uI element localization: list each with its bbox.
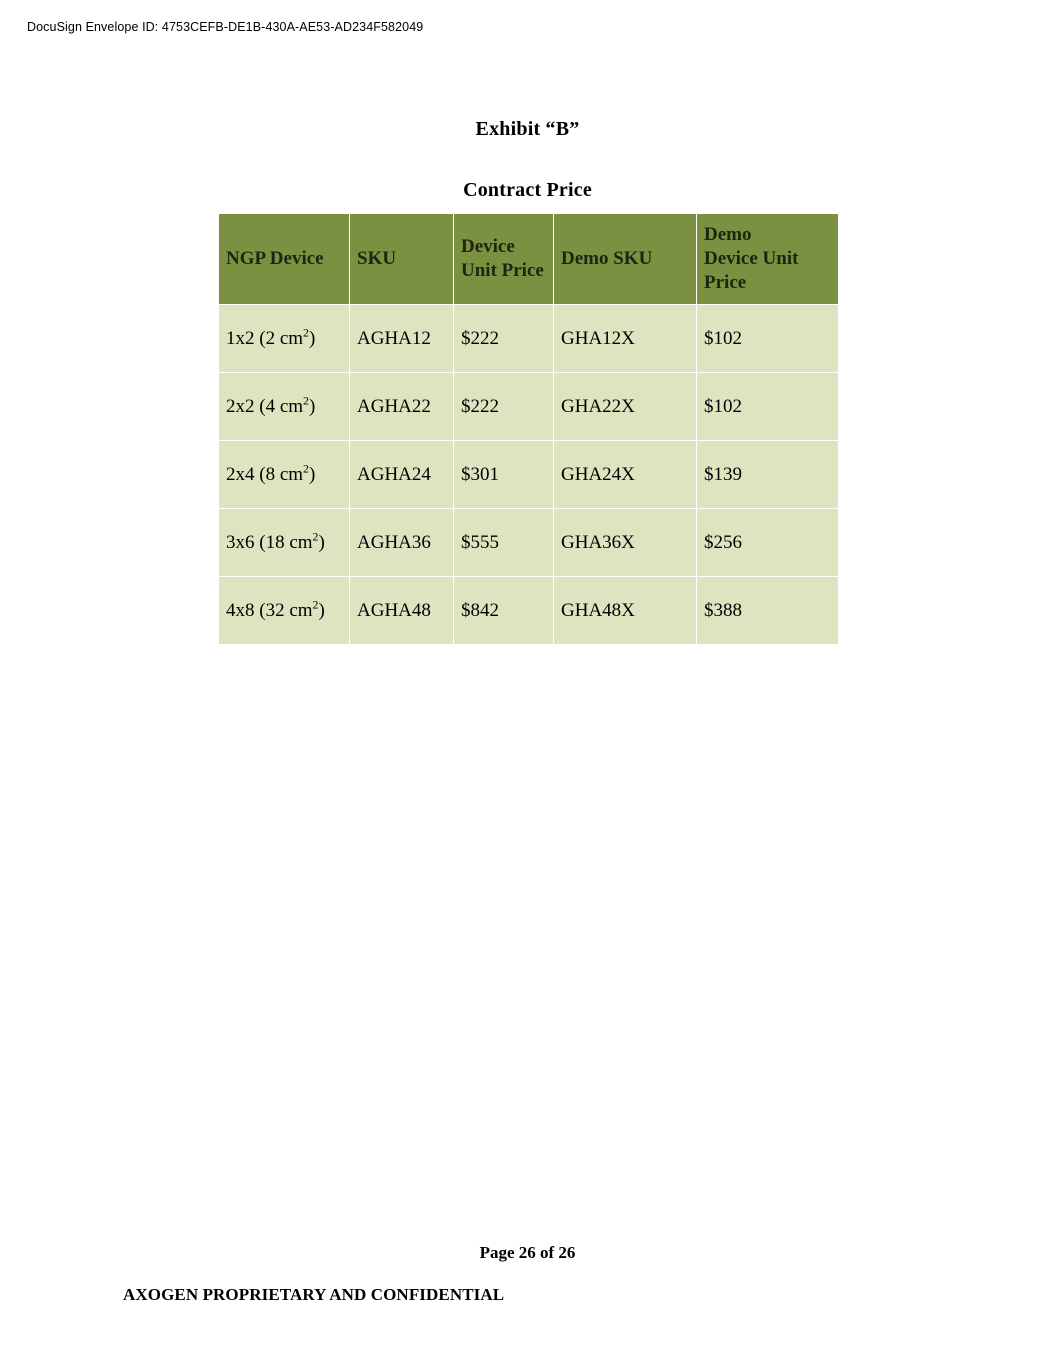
page-subtitle: Contract Price xyxy=(463,179,592,201)
cell-sku: AGHA22 xyxy=(350,373,454,441)
cell-device-unit-price: $842 xyxy=(454,577,554,645)
cell-demo-sku: GHA12X xyxy=(554,305,697,373)
cell-demo-sku: GHA48X xyxy=(554,577,697,645)
cell-demo-device-unit-price: $139 xyxy=(697,441,839,509)
table-row xyxy=(219,509,839,577)
column-header-label: SKU xyxy=(357,248,397,270)
device-size-suffix: ) xyxy=(308,327,316,349)
column-header-label: Demo Device Unit Price xyxy=(704,224,799,293)
column-header-sku xyxy=(350,214,454,305)
cell-sku: AGHA48 xyxy=(350,577,454,645)
table-row xyxy=(219,305,839,373)
device-size-text: 4x8 (32 cm xyxy=(226,599,313,621)
cell-demo-sku: GHA22X xyxy=(554,373,697,441)
device-size-text: 2x2 (4 cm xyxy=(226,395,304,417)
device-size-suffix: ) xyxy=(318,531,325,553)
table-header-row xyxy=(219,214,839,305)
cell-demo-sku: GHA36X xyxy=(554,509,697,577)
footer-confidentiality-notice: AXOGEN PROPRIETARY AND CONFIDENTIAL xyxy=(123,1285,505,1304)
device-size-suffix: ) xyxy=(318,599,325,621)
device-size-superscript: 2 xyxy=(312,530,319,544)
cell-demo-device-unit-price: $102 xyxy=(697,305,839,373)
cell-demo-device-unit-price: $102 xyxy=(697,373,839,441)
device-size-superscript: 2 xyxy=(303,394,309,408)
cell-device-unit-price: $555 xyxy=(454,509,554,577)
column-header-demo-device-unit-price xyxy=(697,214,839,305)
page-title: Exhibit “B” xyxy=(475,118,580,140)
column-header-ngp-device xyxy=(219,214,350,305)
table-row xyxy=(219,441,839,509)
cell-demo-sku: GHA24X xyxy=(554,441,697,509)
device-size-superscript: 2 xyxy=(303,462,309,476)
column-header-demo-sku xyxy=(554,214,697,305)
cell-sku: AGHA36 xyxy=(350,509,454,577)
device-size-suffix: ) xyxy=(308,463,316,485)
contract-price-table xyxy=(218,213,839,645)
device-size-text: 1x2 (2 cm xyxy=(226,327,304,349)
column-header-label: Demo SKU xyxy=(561,248,653,270)
device-size-superscript: 2 xyxy=(312,598,319,612)
cell-ngp-device xyxy=(219,509,350,577)
cell-device-unit-price: $222 xyxy=(454,373,554,441)
cell-device-unit-price: $222 xyxy=(454,305,554,373)
cell-sku: AGHA12 xyxy=(350,305,454,373)
page-number: Page 26 of 26 xyxy=(479,1243,576,1262)
cell-device-unit-price: $301 xyxy=(454,441,554,509)
device-size-text: 3x6 (18 cm xyxy=(226,531,313,553)
device-size-superscript: 2 xyxy=(303,326,309,340)
cell-ngp-device xyxy=(219,577,350,645)
cell-sku: AGHA24 xyxy=(350,441,454,509)
table-row xyxy=(219,577,839,645)
column-header-label: Device Unit Price xyxy=(461,236,544,281)
cell-demo-device-unit-price: $256 xyxy=(697,509,839,577)
docusign-envelope-id: DocuSign Envelope ID: 4753CEFB-DE1B-430A-AE53-AD234F582049 xyxy=(27,20,424,34)
cell-demo-device-unit-price: $388 xyxy=(697,577,839,645)
cell-ngp-device xyxy=(219,441,350,509)
table-row xyxy=(219,373,839,441)
document-body xyxy=(0,118,1055,202)
cell-ngp-device xyxy=(219,373,350,441)
column-header-label: NGP Device xyxy=(226,248,324,270)
column-header-device-unit-price xyxy=(454,214,554,305)
device-size-suffix: ) xyxy=(308,395,316,417)
device-size-text: 2x4 (8 cm xyxy=(226,463,304,485)
cell-ngp-device xyxy=(219,305,350,373)
